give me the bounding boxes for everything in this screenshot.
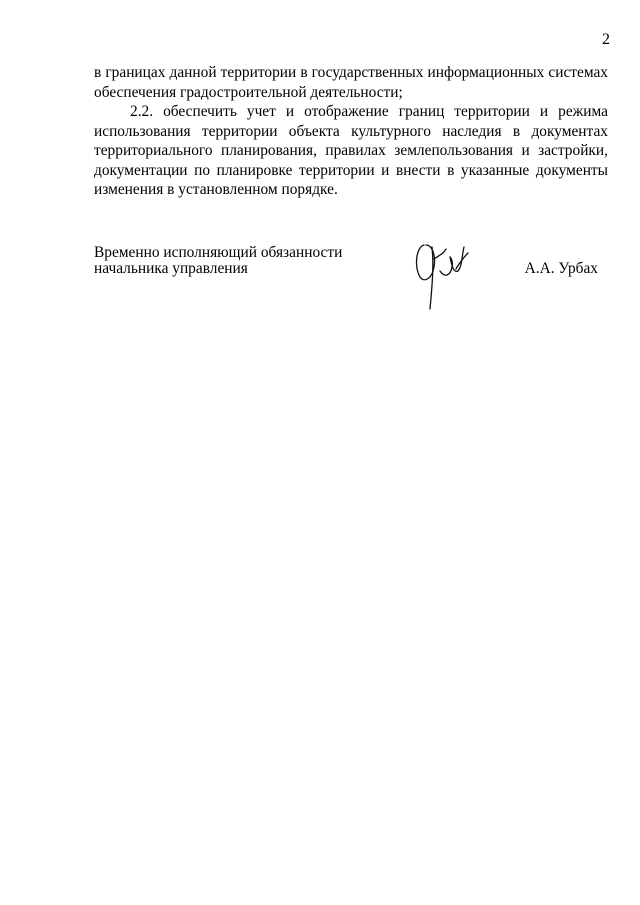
handwritten-signature	[410, 237, 472, 311]
signer-title	[94, 245, 342, 276]
signer-title-line-1: Временно исполняющий обязанности	[94, 244, 343, 261]
page-number: 2	[602, 31, 610, 48]
body-text	[94, 63, 608, 200]
signer-name: А.А. Урбах	[524, 260, 598, 277]
paragraph-continuation: в границах данной территории в государственных информационных системах обеспечения градостроительной деятельности;	[94, 64, 608, 101]
paragraph-clause-2-2: 2.2. обеспечить учет и отображение границ территории и режима использования территории объекта культурного наследия в документах территориального планирования, правилах землепользования и застройки, документации по планировке территории и внести в указанные документы изменения в установленном порядке.	[94, 103, 608, 198]
signature-block	[94, 245, 608, 315]
signer-title-line-2: начальника управления	[94, 259, 248, 277]
